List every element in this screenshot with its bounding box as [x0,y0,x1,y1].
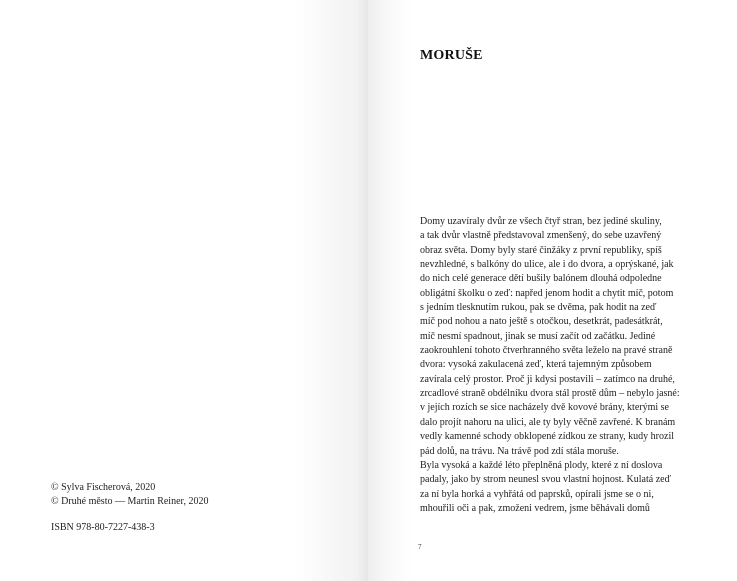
right-page [368,0,737,581]
text-line: míč pod nohou a nato ještě s otočkou, desetkrát, padesátkrát, [420,316,663,328]
chapter-title: MORUŠE [420,48,483,63]
text-line: zrcadlové straně obdélníku dvora stál prostě dům – nebylo jasné: [420,388,680,400]
text-line: zavírala celý prostor. Proč ji kdysi postavili – zatímco na druhé, [420,373,675,385]
copyright-block [51,481,208,508]
text-line: dalo projít nahoru na ulici, ale ty byly věčně zavřené. K branám [420,416,676,428]
text-line: s jedním tlesknutím rukou, pak se dvěma, pak hodit na zeď [420,302,657,314]
page-number: 7 [418,543,422,551]
copyright-line-author: © Sylva Fischerová, 2020 [51,482,156,493]
text-line: padaly, jako by strom neunesl svou vlastní hojnost. Kulatá zeď [420,474,672,486]
text-line: vedly kamenné schody obklopené zídkou ze strany, kudy hrozil [420,431,675,443]
text-line: a tak dvůr vlastně představoval zmenšený, do sebe uzavřený [420,230,662,242]
text-line: míč nesmí spadnout, jinak se musí začít od začátku. Jediné [420,330,656,342]
chapter-body [420,215,710,516]
text-line: za ní byla horká a vyhřátá od paprsků, opírali jsme se o ni, [420,488,654,500]
text-line: do nich celé generace dětí bušily balónem dlouhá odpoledne [420,273,662,285]
text-line: pád dolů, na trávu. Na trávě pod zdí stála moruše. [420,445,619,457]
text-line: dvora: vysoká zakulacená zeď, která tajemným způsobem [420,359,652,371]
text-line: obraz světa. Domy byly staré činžáky z první republiky, spíš [420,244,662,256]
copyright-line-publisher: © Druhé město — Martin Reiner, 2020 [51,495,209,507]
text-line: Byla vysoká a každé léto přeplněná plody, které z ní doslova [420,459,663,471]
text-line: zaokrouhlení tohoto čtverhranného světa leželo na pravé straně [420,345,673,357]
isbn: ISBN 978-80-7227-438-3 [51,522,155,533]
text-line: mhouřili oči a pak, zmoženi vedrem, jsme běhávali domů [420,502,650,514]
text-line: nevzhledné, s balkóny do ulice, ale i do dvora, a oprýskané, jak [420,259,674,271]
text-line: Domy uzavíraly dvůr ze všech čtyř stran, bez jediné skuliny, [420,216,662,227]
left-page [0,0,368,581]
text-line: obligátní školku o zeď: napřed jenom hodit a chytit míč, potom [420,287,674,299]
text-line: v jejích rozích se sice nacházely dvě kovové brány, kterými se [420,402,669,414]
